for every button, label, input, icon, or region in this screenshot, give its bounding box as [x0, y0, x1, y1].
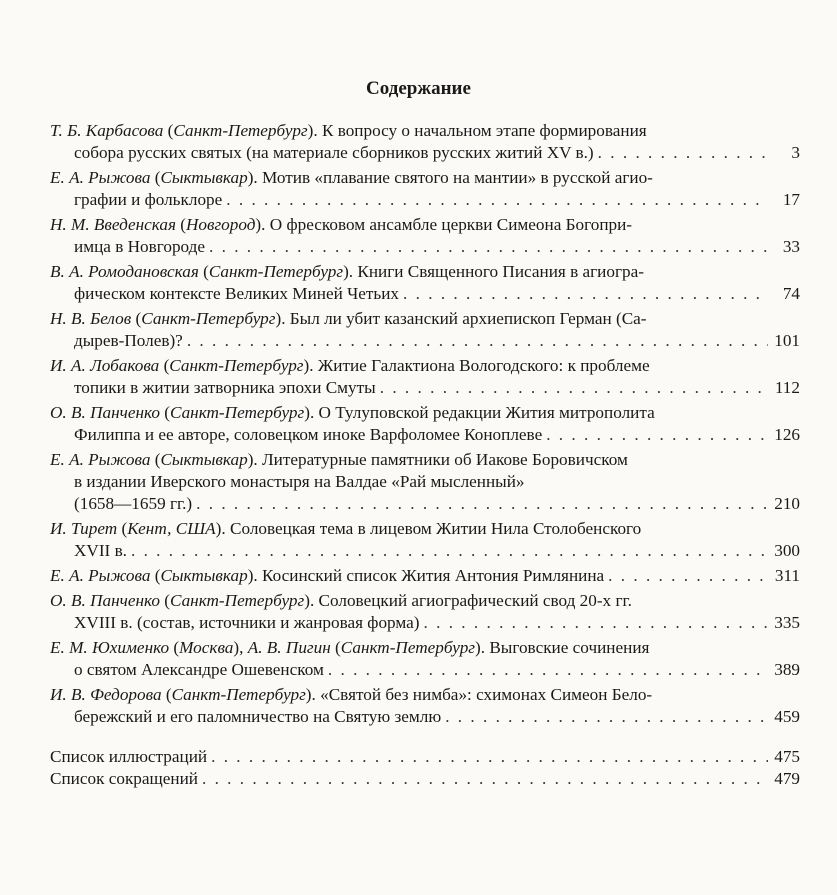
toc-entry[interactable]: Т. Б. Карбасова (Санкт-Петербург). К вопросу о начальном этапе формирования собора русских святых (на материале сборников русских житий XV в.) . . . 3 [50, 120, 800, 164]
entry-page-number: 300 [774, 541, 800, 560]
entry-page-number: 3 [791, 143, 800, 162]
entry-page-number: 74 [782, 284, 800, 303]
entry-title-line: Филиппа и ее авторе, соловецком иноке Варфоломее Коноплеве [74, 425, 543, 444]
entry-author: О. В. Панченко [50, 591, 160, 610]
entry-title-line: . Житие Галактиона Вологодского: к проблеме [309, 356, 650, 375]
entry-author: И. В. Федорова [50, 685, 162, 704]
toc-entry[interactable]: И. А. Лобакова (Санкт-Петербург). Житие Галактиона Вологодского: к проблеме топики в житии затворника эпохи Смуты . . . 112 [50, 355, 800, 399]
entry-page-number: 389 [774, 660, 800, 679]
leader-dots [598, 142, 768, 164]
entry-title-line: . Соловецкая тема в лицевом Житии Нила Столобенского [221, 519, 642, 538]
entry-place: Кент, США [127, 519, 216, 538]
entry-title-line: о святом Александре Ошевенском [74, 660, 324, 679]
toc-entry-abbreviations[interactable] [50, 768, 800, 790]
entry-place-2: Санкт-Петербург [340, 638, 475, 657]
leader-dots [424, 612, 769, 634]
entry-page-number: 335 [774, 613, 800, 632]
entry-title-line: . Соловецкий агиографический свод 20-х гг. [309, 591, 632, 610]
entry-title-line: . К вопросу о начальном этапе формирования [313, 121, 647, 140]
entry-page-number: 311 [774, 566, 800, 585]
toc-entry[interactable]: И. В. Федорова (Санкт-Петербург). «Святой без нимба»: схимонах Симеон Бело- бережский и его паломничество на Святую землю . . . 459 [50, 684, 800, 728]
leader-dots [403, 283, 768, 305]
entry-place: Сыктывкар [160, 566, 248, 585]
toc-entry[interactable]: Е. А. Рыжова (Сыктывкар). Мотив «плавание святого на мантии» в русской агио- графии и фольклоре . . . 17 [50, 167, 800, 211]
entry-title-line: XVII в. [74, 541, 127, 560]
entry-author: Н. В. Белов [50, 309, 132, 328]
entry-label: Список иллюстраций [50, 747, 208, 766]
entry-author: Е. А. Рыжова [50, 450, 151, 469]
entry-title-line: бережский и его паломничество на Святую землю [74, 707, 442, 726]
entry-page-number: 126 [774, 425, 800, 444]
entry-title-line: . Литературные памятники об Иакове Боровичском [253, 450, 628, 469]
entry-title-line: . О фресковом ансамбле церкви Симеона Богопри- [261, 215, 633, 234]
entry-title-line: XVIII в. (состав, источники и жанровая форма) [74, 613, 420, 632]
entry-title-line: графии и фольклоре [74, 190, 223, 209]
toc-entry[interactable]: Е. А. Рыжова (Сыктывкар). Косинский список Жития Антония Римлянина . . . 311 [50, 565, 800, 587]
entry-author: Е. А. Рыжова [50, 168, 151, 187]
entry-page-number: 17 [782, 190, 800, 209]
leader-dots [226, 189, 768, 211]
entry-page-number: 33 [782, 237, 800, 256]
leader-dots [187, 330, 768, 352]
entry-place: Санкт-Петербург [173, 121, 308, 140]
entry-place: Сыктывкар [160, 450, 248, 469]
entry-author: Е. М. Юхименко [50, 638, 170, 657]
entry-title-line: . «Святой без нимба»: схимонах Симеон Бело- [311, 685, 653, 704]
toc-entry[interactable]: В. А. Ромодановская (Санкт-Петербург). Книги Священного Писания в агиогра- фическом контексте Великих Миней Четьих . . . 74 [50, 261, 800, 305]
entry-title-line: . Мотив «плавание святого на мантии» в русской агио- [253, 168, 653, 187]
entry-title-line: . Был ли убит казанский архиепископ Герман (Са- [281, 309, 647, 328]
entry-title-line: . Выговские сочинения [480, 638, 650, 657]
entry-place: Санкт-Петербург [171, 685, 306, 704]
entry-title-line: (1658—1659 гг.) [74, 494, 193, 513]
entry-author: И. Тирет [50, 519, 118, 538]
toc-entry[interactable]: Н. В. Белов (Санкт-Петербург). Был ли убит казанский архиепископ Герман (Са- дырев-Полев)? . . . 101 [50, 308, 800, 352]
entry-title-line: имца в Новгороде [74, 237, 206, 256]
appendix-list [50, 746, 800, 790]
entry-author: И. А. Лобакова [50, 356, 160, 375]
entry-title-line: в издании Иверского монастыря на Валдае «Рай мысленный» [74, 472, 525, 491]
entry-place: Москва [179, 638, 234, 657]
entry-place: Санкт-Петербург [170, 403, 305, 422]
toc-entry[interactable]: И. Тирет (Кент, США). Соловецкая тема в лицевом Житии Нила Столобенского XVII в. . . . 300 [50, 518, 800, 562]
entry-title-line: топики в житии затворника эпохи Смуты [74, 378, 376, 397]
table-of-contents [50, 120, 800, 790]
entry-author: Е. А. Рыжова [50, 566, 151, 585]
entry-page-number: 479 [774, 769, 800, 788]
toc-entry[interactable]: Е. А. Рыжова (Сыктывкар). Литературные памятники об Иакове Боровичском в издании Иверского монастыря на Валдае «Рай мысленный» (1658—1659 гг.) . . . 210 [50, 449, 800, 515]
entry-author-2: А. В. Пигин [247, 638, 331, 657]
entry-title-line: фическом контексте Великих Миней Четьих [74, 284, 400, 303]
page-title: Содержание [366, 78, 471, 99]
entry-title-line: собора русских святых (на материале сборников русских житий XV в.) [74, 143, 594, 162]
entry-place: Санкт-Петербург [208, 262, 344, 281]
entry-title-line: . О Тулуповской редакции Жития митрополита [309, 403, 655, 422]
leader-dots [380, 377, 768, 399]
entry-page-number: 210 [774, 494, 800, 513]
leader-dots [328, 659, 768, 681]
leader-dots [445, 706, 768, 728]
entry-page-number: 459 [774, 707, 800, 726]
leader-dots [196, 493, 768, 515]
leader-dots [209, 236, 768, 258]
entry-title-line: . Косинский список Жития Антония Римлянина [253, 566, 605, 585]
entry-place: Санкт-Петербург [170, 591, 305, 610]
leader-dots [131, 540, 768, 562]
entry-page-number: 101 [774, 331, 800, 350]
entry-title-line: . Книги Священного Писания в агиогра- [348, 262, 644, 281]
entry-place: Новгород [186, 215, 256, 234]
entry-page-number: 475 [774, 747, 800, 766]
leader-dots [608, 565, 768, 587]
entry-author: Т. Б. Карбасова [50, 121, 164, 140]
entry-place: Сыктывкар [160, 168, 248, 187]
entry-author: О. В. Панченко [50, 403, 160, 422]
leader-dots [202, 768, 768, 790]
toc-entry[interactable]: Е. М. Юхименко (Москва), А. В. Пигин (Санкт-Петербург). Выговские сочинения о святом Александре Ошевенском . . . 389 [50, 637, 800, 681]
toc-entry[interactable]: Н. М. Введенская (Новгород). О фресковом ансамбле церкви Симеона Богопри- имца в Новгороде . . . 33 [50, 214, 800, 258]
entry-place: Санкт-Петербург [141, 309, 276, 328]
leader-dots [211, 746, 768, 768]
entry-page-number: 112 [774, 378, 800, 397]
toc-entry[interactable]: О. В. Панченко (Санкт-Петербург). Соловецкий агиографический свод 20-х гг. XVIII в. (состав, источники и жанровая форма) . . . 335 [50, 590, 800, 634]
toc-entry[interactable]: О. В. Панченко (Санкт-Петербург). О Тулуповской редакции Жития митрополита Филиппа и ее авторе, соловецком иноке Варфоломее Коноплеве . . . 126 [50, 402, 800, 446]
entry-author: В. А. Ромодановская [50, 262, 199, 281]
entry-author: Н. М. Введенская [50, 215, 176, 234]
entry-label: Список сокращений [50, 769, 198, 788]
entry-place: Санкт-Петербург [169, 356, 304, 375]
entry-title-line: дырев-Полев)? [74, 331, 183, 350]
leader-dots [546, 424, 768, 446]
toc-entry-illustrations[interactable] [50, 746, 800, 768]
